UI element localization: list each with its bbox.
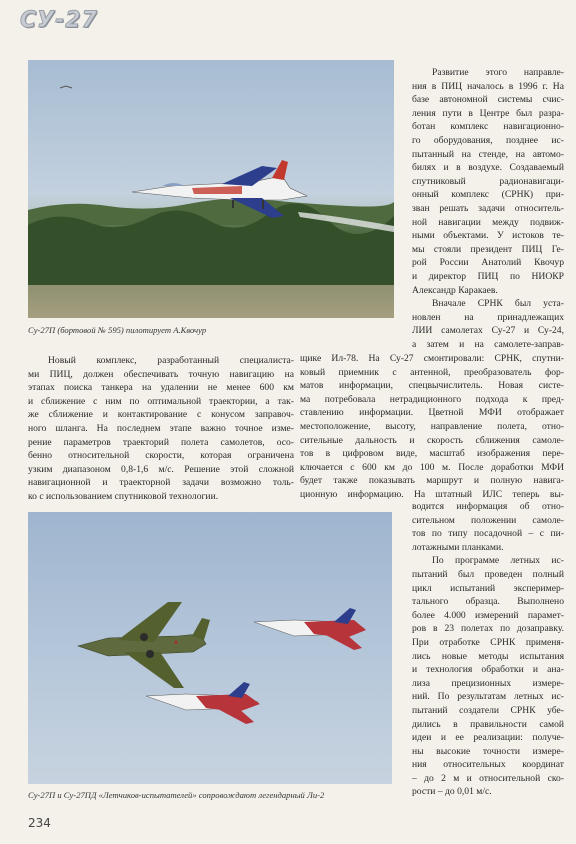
text-line: тов по типу посадочной – с пи- [412,528,564,540]
text-line: ботан комплекс навигационно- [412,121,564,133]
text-line: рение параметров траекторий полета самолетов, осо- [28,436,294,448]
right-column-bottom [412,500,564,799]
page-number: 234 [28,816,51,830]
text-line: лотажными планками. [412,541,504,553]
text-line: этапах поиска танкера на удалении не менее 600 км [28,382,294,394]
text-line: дились в правильности самой [412,718,564,730]
text-line: го оборудования, позднее ис- [412,134,564,146]
text-line: местоположение, высоту, направление полета, отно- [300,420,564,432]
text-line: и сближение с ним по оптимальной траектории, а так- [28,395,294,407]
text-line: рости – до 0,01 м/с. [412,786,492,798]
text-line: ковый приемник с антенной, преобразователь фор- [300,366,564,378]
text-line: Вначале СРНК был уста- [432,298,564,310]
text-line: пытаний создатели СРНК убе- [412,704,564,716]
right-column-top [412,66,564,351]
photo-su27-forest [28,60,394,318]
text-line: ления пути в Центре был разра- [412,107,564,119]
middle-column [300,352,564,502]
text-line: ма потребовала нетрадиционного подхода к пред- [300,393,564,405]
text-line: новлен на принадлежащих [412,311,564,323]
text-line: ключается с 600 км до 100 м. После доработки МФИ [300,461,564,473]
text-line: ными объектами. У истоков те- [412,230,564,242]
text-line: ми ПИЦ, должен обеспечивать точную навигацию на [28,368,294,380]
text-line: Александр Каракаев. [412,284,498,296]
text-line: а затем и на самолете-заправ- [412,338,564,350]
left-column [28,354,294,504]
text-line: рой России Анатолий Квочур [412,257,564,269]
text-line: навигационной и траекторной задачи возможно толь- [28,477,294,489]
text-line: Новый комплекс, разработанный специалиста- [48,355,294,366]
text-line: базе автономной системы счис- [412,94,564,106]
text-line: более 4.000 измерений парамет- [412,609,564,621]
text-line: и директор ПИЦ по НИОКР [412,270,564,282]
text-line: ния в ПИЦ началось в 1996 г. На [412,80,564,92]
text-line: водится информация об отно- [412,501,564,512]
text-line: – до 2 м и относительной ско- [412,772,564,784]
text-line: ного шланга. На последнем этапе важно точное изме- [28,422,294,434]
text-line: лись новые методы испытания [412,650,564,662]
text-line: тов в цифровом виде, масштаб изображения пере- [300,448,564,460]
text-line: ко с использованием спутниковой технологии. [28,490,219,502]
header-logo: СУ-27 [20,8,98,33]
text-line: будет также показывать маршрут и полную навига- [300,475,564,487]
text-line: сительные дальность и скорость сближения самоле- [300,434,564,446]
su27-jet [146,682,260,724]
li2-aircraft [78,602,210,688]
text-line: ров в 23 полетах по дозаправку. [412,623,564,635]
text-line: лиза прецизионных измере- [412,677,564,689]
text-line: Развитие этого направле- [432,67,564,78]
text-line: ны высокие точности измере- [412,745,564,757]
text-line: узким диапазоном 0,8-1,6 м/с. Решение этой сложной [28,463,294,475]
text-line: пытанный на стенде, на автомо- [412,148,564,160]
text-line: ния относительных координат [412,759,564,771]
text-line: При отработке СРНК применя- [412,636,564,648]
text-line: и технология обработки и ана- [412,664,564,676]
text-line: зван решать задачи относитель- [412,202,564,214]
text-line: мы стояли президент ПИЦ Ге- [412,243,564,255]
text-line: спутниковый радионавигаци- [412,175,564,187]
text-line: ной навигации между подвиж- [412,216,564,228]
su27-jet [254,608,366,650]
text-line: билях и в воздухе. Создаваемый [412,162,564,174]
text-line: пытаний был проведен полный [412,568,564,580]
text-line: сительном положении самоле- [412,514,564,526]
text-line: тального образца. Выполнено [412,596,564,608]
text-line: бенно относительной скорости, которая ограничена [28,450,294,462]
text-line: ЛИИ самолетах Су-27 и Су-24, [412,325,564,337]
photo-li2-escort [28,512,392,784]
text-line: цикл испытаний экспеример- [412,582,564,594]
text-line: щике Ил-78. На Су-27 смонтировали: СРНК, спутни- [300,353,564,364]
text-line: же сближение и контактирование с конусом заправоч- [28,409,294,421]
text-line: матов информации, спецвычислитель. Новая систе- [300,380,564,392]
photo2-caption: Су-27П и Су-27ПД «Летчиков-испытателей» сопровождают легендарный Ли-2 [28,790,325,800]
text-line: идеи и ее реализации: получе- [412,732,564,744]
text-line: онный комплекс (СРНК) при- [412,189,564,201]
text-line: ставлению информации. Цветной МФИ отображает [300,407,564,419]
text-line: ционную информацию. На штатный ИЛС теперь вы- [300,488,564,500]
photo1-caption: Су-27П (бортовой № 595) пилотирует А.Квочур [28,325,207,335]
text-line: По программе летных ис- [432,555,564,567]
text-line: ний. По результатам летных ис- [412,691,564,703]
